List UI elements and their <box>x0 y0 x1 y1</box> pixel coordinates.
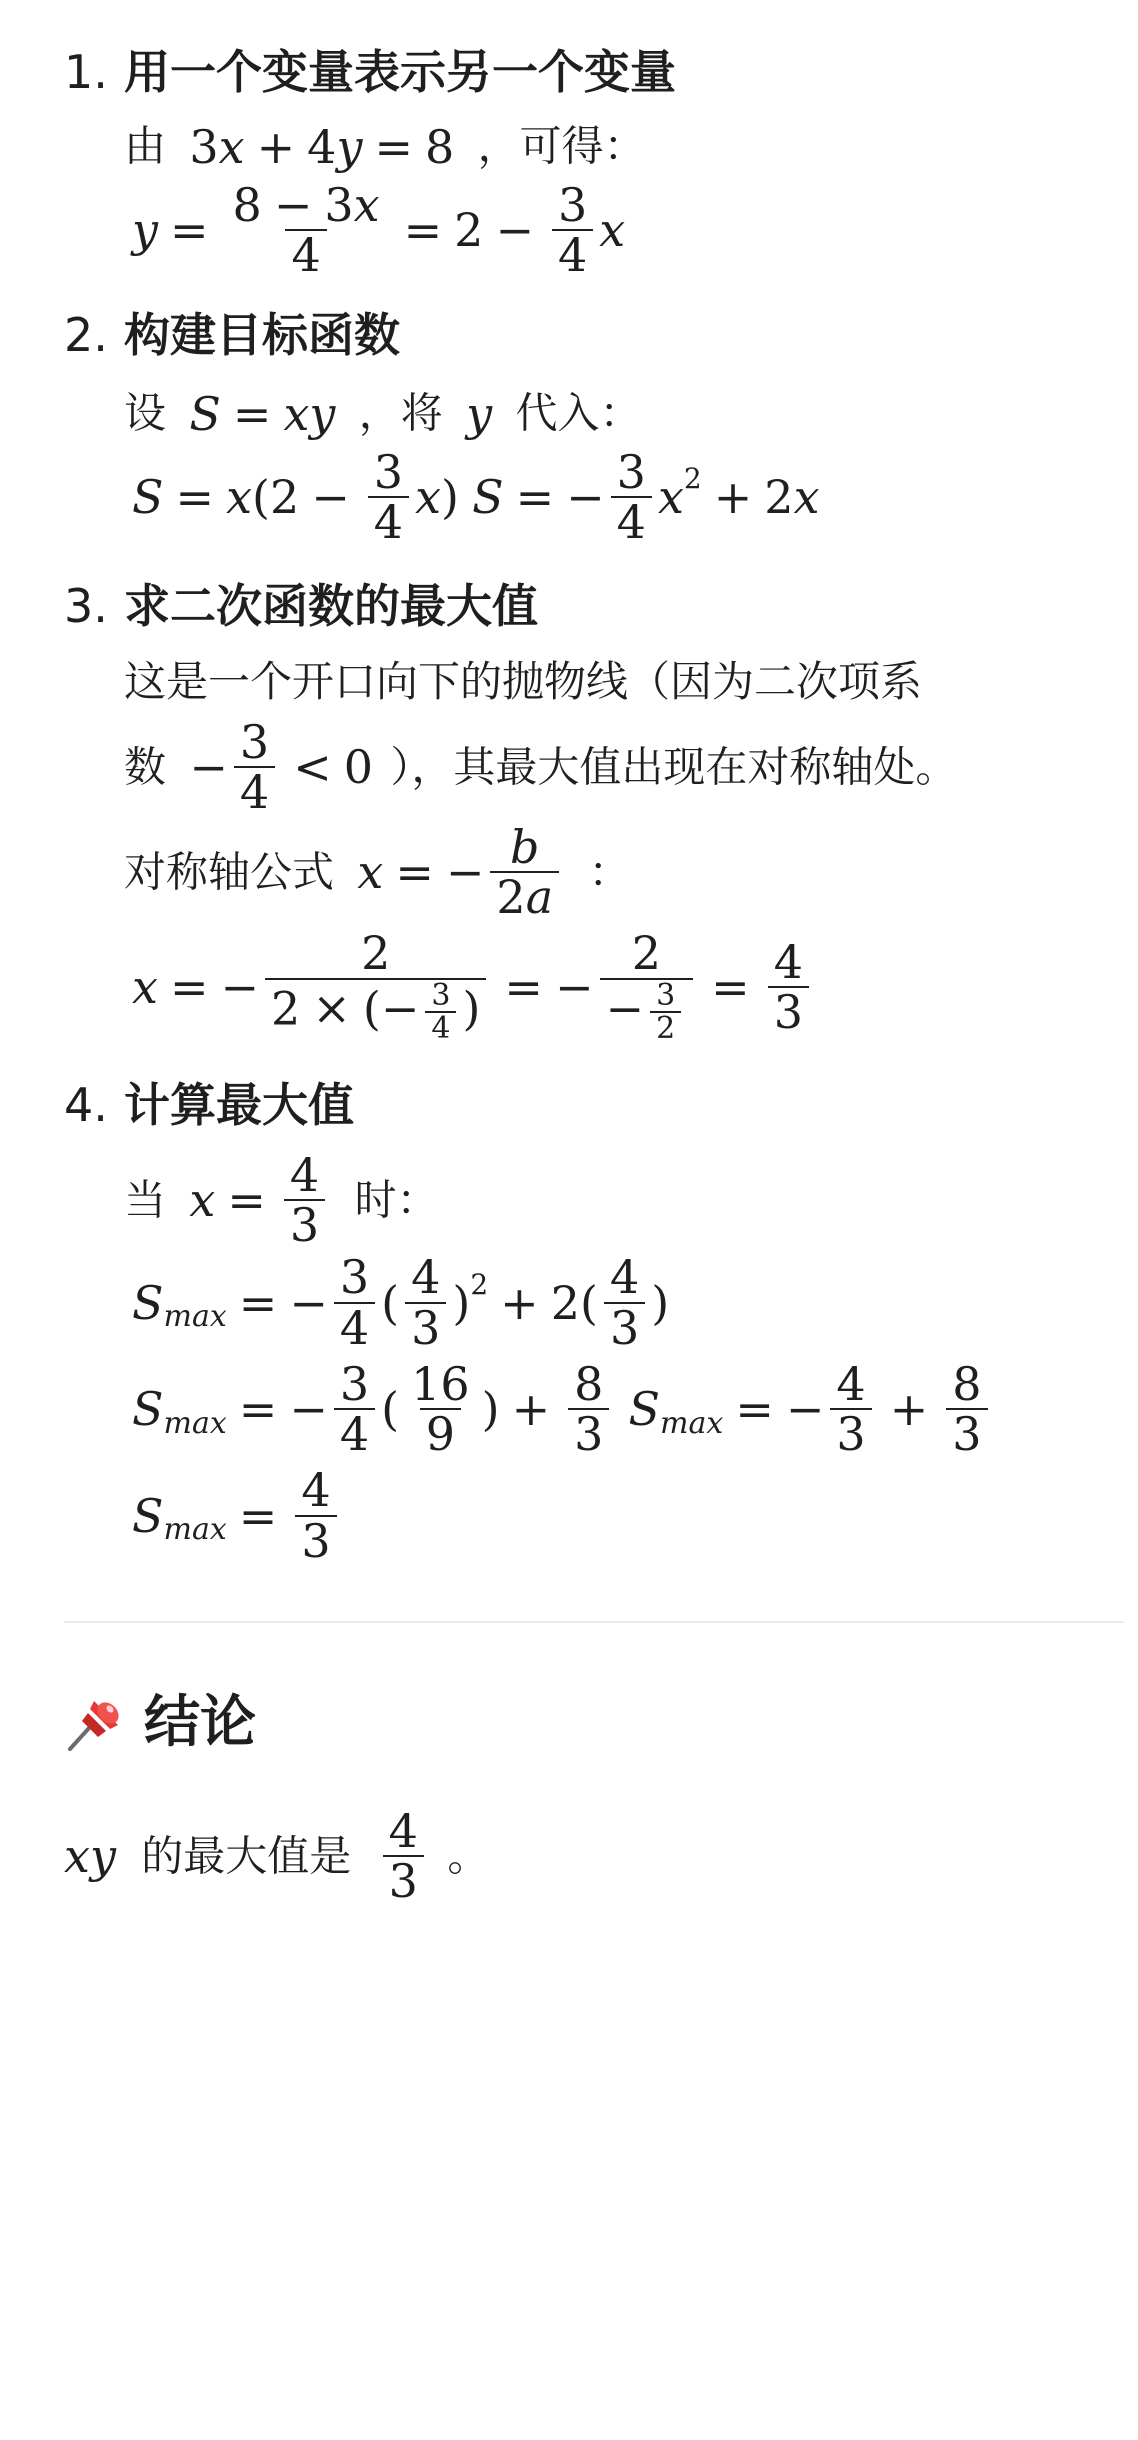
step-3-heading <box>64 574 1138 638</box>
step-4-heading <box>64 1073 1138 1137</box>
section-divider <box>64 1621 1124 1623</box>
step-4-when: 当 x = $\frac{4}{3}$ 时： <box>124 1147 439 1252</box>
equation-s-expanded: S = − $\frac{3}{4}$ x 2 + 2 x <box>472 444 820 549</box>
equation-s-substituted: S = x (2 − $\frac{3}{4}$ x ) <box>132 444 459 549</box>
equation-smax-2: S max = − $\frac{3}{4}$ ( $\frac{16}{9}$ ) + $\frac{8}{3}$ <box>132 1360 615 1459</box>
step-3-title: 求二次函数的最大值 <box>124 579 538 634</box>
step-4-title: 计算最大值 <box>124 1077 354 1132</box>
equation-constraint: 3 x + 4 y = 8 <box>189 119 455 174</box>
step-2-text: 设 S = xy ，将 y 代入： <box>124 386 642 441</box>
step-2-title: 构建目标函数 <box>124 308 400 363</box>
equation-smax-4: S max = $\frac{4}{3}$ <box>132 1466 343 1565</box>
conclusion-title: 结论 <box>144 1690 256 1756</box>
step-4-number: 4. <box>64 1077 108 1132</box>
step-3 <box>64 574 1138 1048</box>
step-3-para-1: 这是一个开口向下的抛物线（因为二次项系 <box>124 657 923 707</box>
step-1-heading <box>64 40 1138 104</box>
step-1-text: 由 3 x + 4 y = 8 ，可得： <box>124 114 1138 177</box>
step-2-number: 2. <box>64 308 108 363</box>
step-1 <box>64 0 1138 283</box>
step-3-number: 3. <box>64 579 108 634</box>
equation-smax-3: S max = − $\frac{4}{3}$ + $\frac{8}{3}$ <box>629 1360 994 1459</box>
step-4 <box>64 1073 1138 1569</box>
step-3-para-2: 数 − $\frac{3}{4}$ < 0 ），其最大值出现在对称轴处。 <box>124 715 958 820</box>
step-2-heading <box>64 303 1138 367</box>
equation-smax-1: S max = − $\frac{3}{4}$ ( $\frac{4}{3}$ ) 2 + 2( $\frac{4}{3}$ ) <box>132 1250 670 1355</box>
step-1-number: 1. <box>64 45 108 99</box>
conclusion-section <box>64 1683 1138 1909</box>
equation-axis-value: x = − 2 2 × (− $\frac{3}{4}$ ) = − 2 − $\frac{3}{2}$ = $\frac{4}{3}$ <box>132 929 815 1044</box>
pushpin-icon <box>64 1691 128 1755</box>
step-1-title: 用一个变量表示另一个变量 <box>124 45 676 99</box>
conclusion-result: xy 的最大值是 $\frac{4}{3}$ 。 <box>64 1804 490 1909</box>
conclusion-heading <box>64 1683 1138 1763</box>
equation-y-expression: y = $\frac{8 - 3x}{4}$ = 2 − $\frac{3}{4}$ x <box>132 177 626 282</box>
step-2 <box>64 303 1138 550</box>
step-3-axis-formula: 对称轴公式 x = − $\frac{b}{2a}$ ： <box>124 819 631 925</box>
